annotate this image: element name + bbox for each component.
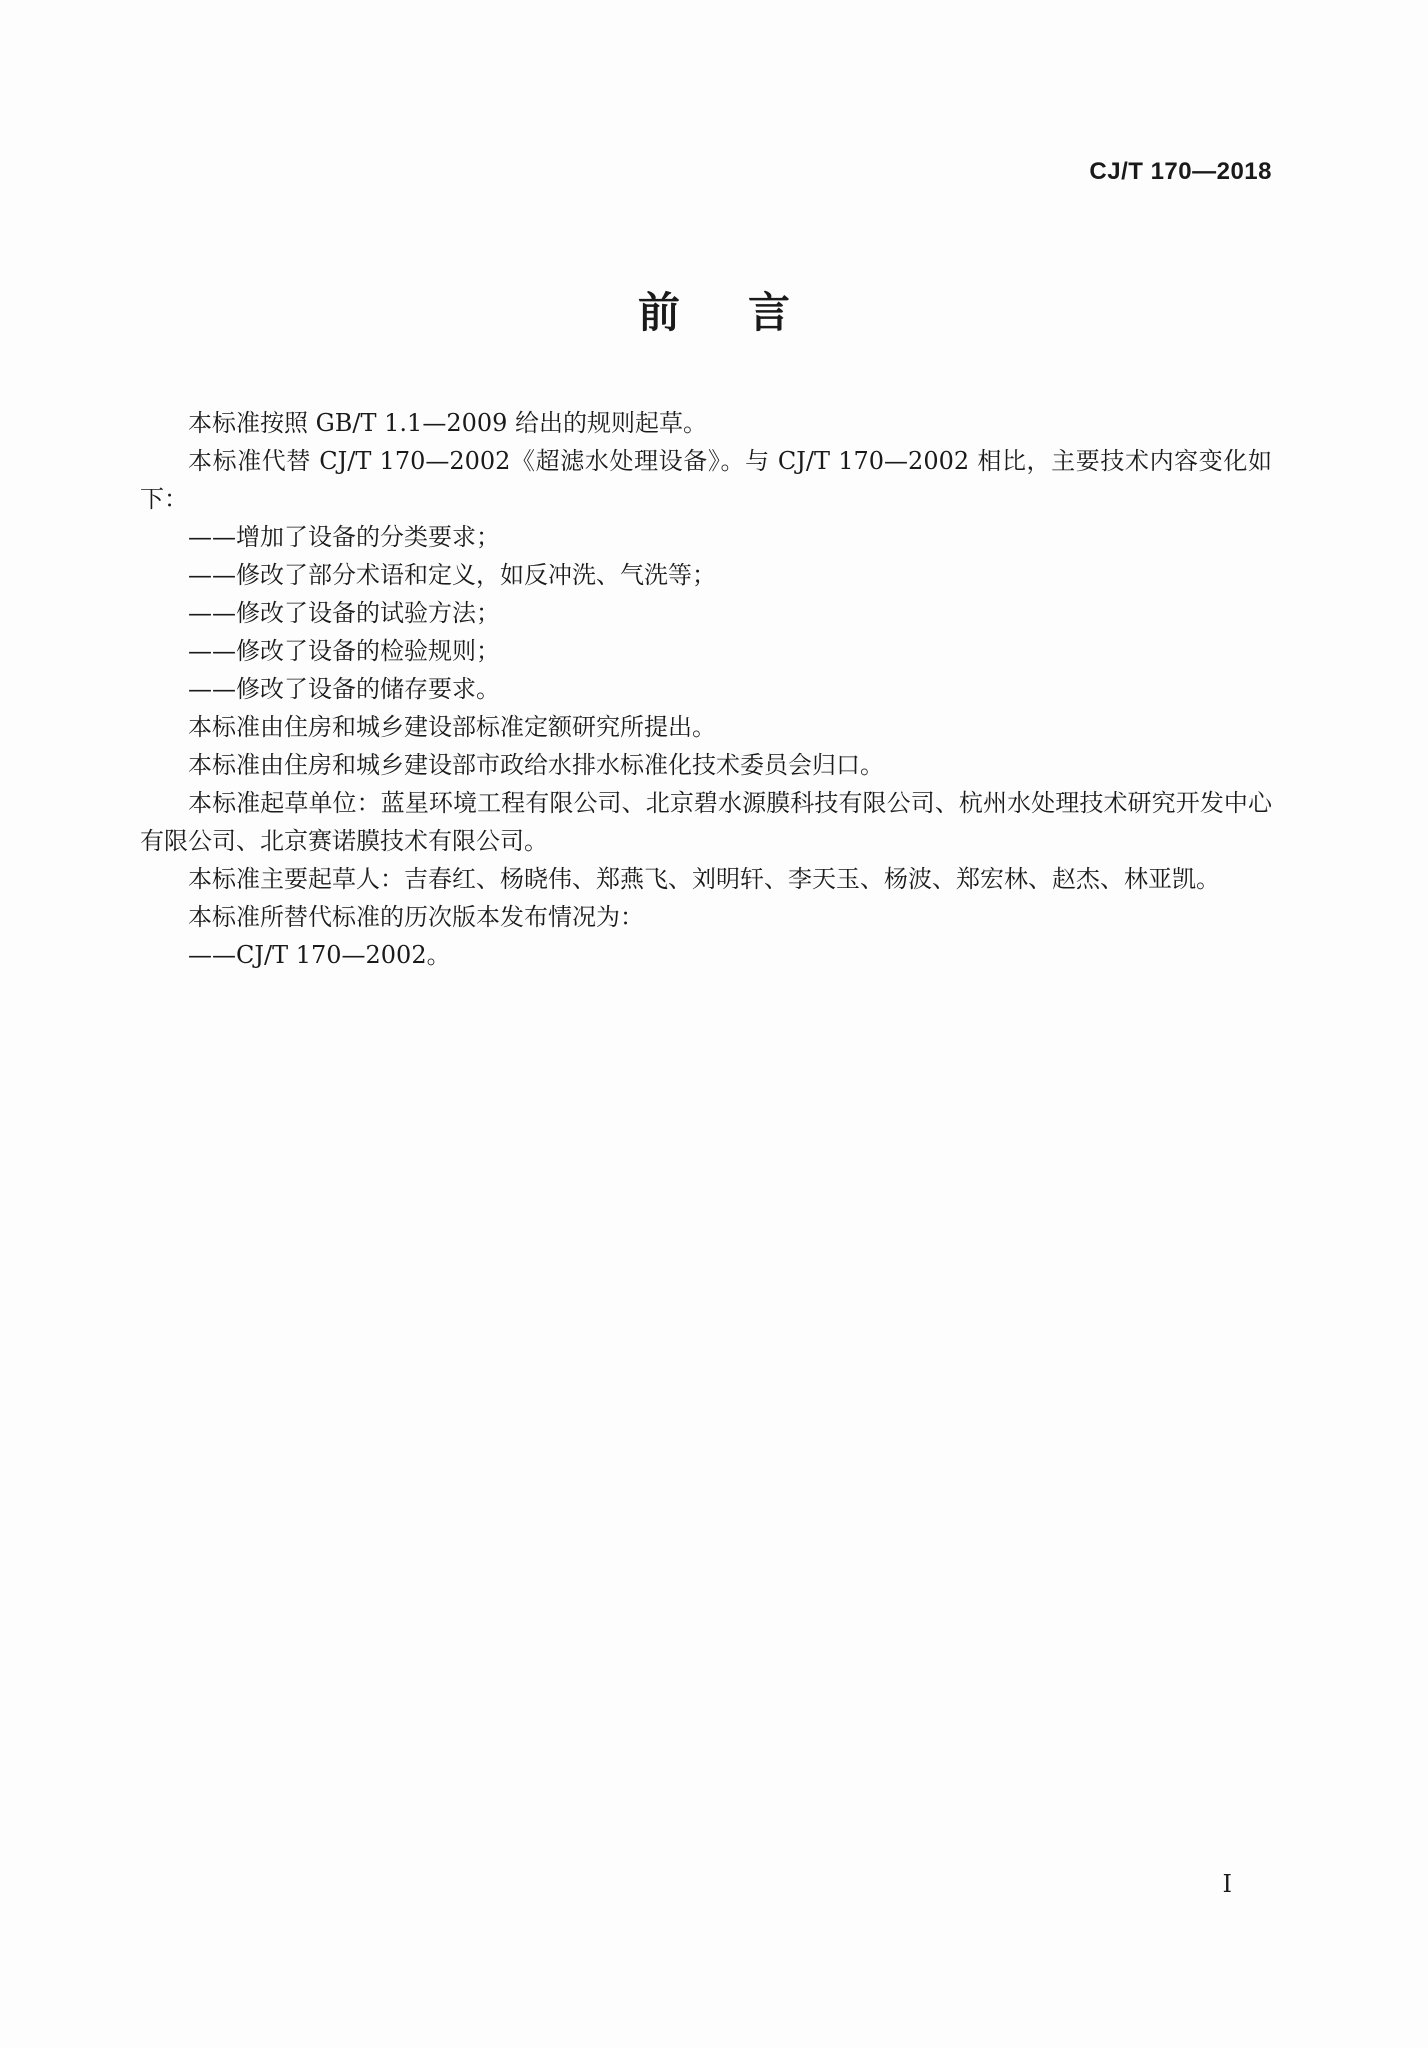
paragraph-committee: 本标准由住房和城乡建设部市政给水排水标准化技术委员会归口。 (188, 751, 884, 779)
standard-code: CJ/T 170—2018 (1089, 158, 1272, 185)
list-item: ——修改了设备的检验规则； (188, 637, 500, 665)
paragraph-proposer: 本标准由住房和城乡建设部标准定额研究所提出。 (188, 713, 716, 741)
paragraph-drafters: 本标准主要起草人：吉春红、杨晓伟、郑燕飞、刘明轩、李天玉、杨波、郑宏林、赵杰、林亚凯。 (188, 865, 1220, 893)
list-item: ——修改了部分术语和定义，如反冲洗、气洗等； (188, 561, 716, 589)
page-number: I (1222, 1870, 1232, 1898)
list-item: ——修改了设备的储存要求。 (188, 675, 500, 703)
list-item: ——CJ/T 170—2002。 (188, 941, 451, 969)
paragraph-replacement: 本标准代替 CJ/T 170—2002《超滤水处理设备》。与 CJ/T 170—2002 相比，主要技术内容变化如下： (140, 447, 1272, 513)
paragraph-drafting-units: 本标准起草单位：蓝星环境工程有限公司、北京碧水源膜科技有限公司、杭州水处理技术研究开发中心有限公司、北京赛诺膜技术有限公司。 (140, 789, 1272, 855)
paragraph-drafting-rules: 本标准按照 GB/T 1.1—2009 给出的规则起草。 (188, 409, 708, 437)
list-item: ——增加了设备的分类要求； (188, 523, 500, 551)
page-title: 前言 (637, 288, 858, 337)
document-body (140, 404, 1272, 974)
paragraph-history-intro: 本标准所替代标准的历次版本发布情况为： (188, 903, 644, 931)
list-item: ——修改了设备的试验方法； (188, 599, 500, 627)
